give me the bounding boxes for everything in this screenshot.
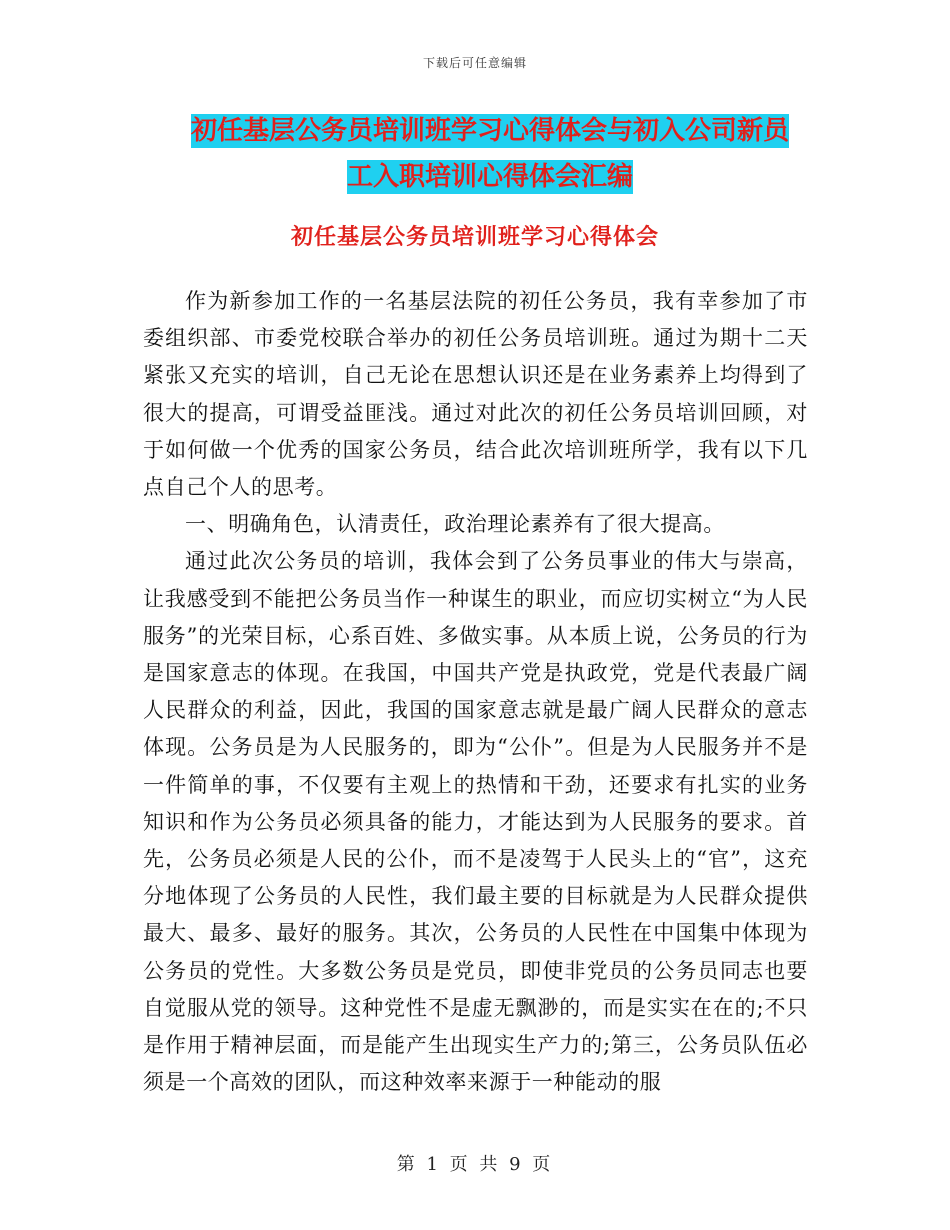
section-title: 初任基层公务员培训班学习心得体会 <box>290 224 659 250</box>
page-number-footer: 第 1 页 共 9 页 <box>396 1154 554 1175</box>
document-title-line-2: 工入职培训心得体会汇编 <box>346 162 633 192</box>
paragraph-body-1: 通过此次公务员的培训，我体会到了公务员事业的伟大与崇高，让我感受到不能把公务员当作一种谋生的职业，而应切实树立“为人民服务”的光荣目标，心系百姓、多做实事。从本质上说，公务员的行为是国家意志的体现。在我国，中国共产党是执政党，党是代表最广阔人民群众的利益，因此，我国的国家意志就是最广阔人民群众的意志体现。公务员是为人民服务的，即为“公仆”。但是为人民服务并不是一件简单的事，不仅要有主观上的热情和干劲，还要求有扎实的业务知识和作为公务员必须具备的能力，才能达到为人民服务的要求。首先，公务员必须是人民的公仆，而不是凌驾于人民头上的“官”，这充分地体现了公务员的人民性，我们最主要的目标就是为人民群众提供最大、最多、最好的服务。其次，公务员的人民性在中国集中体现为公务员的党性。大多数公务员是党员，即使非党员的公务员同志也要自觉服从党的领导。这种党性不是虚无飘渺的，而是实实在在的;不只是作用于精神层面，而是能产生出现实生产力的;第三，公务员队伍必须是一个高效的团队，而这种效率来源于一种能动的服 <box>143 549 808 1095</box>
document-title-line-1: 初任基层公务员培训班学习心得体会与初入公司新员 <box>190 116 789 146</box>
paragraph-intro: 作为新参加工作的一名基层法院的初任公务员，我有幸参加了市委组织部、市委党校联合举办的初任公务员培训班。通过为期十二天紧张又充实的培训，自己无论在思想认识还是在业务素养上均得到了很大的提高，可谓受益匪浅。通过对此次的初任公务员培训回顾，对于如何做一个优秀的国家公务员，结合此次培训班所学，我有以下几点自己个人的思考。 <box>143 289 808 500</box>
body-text <box>143 283 808 1101</box>
header-note: 下载后可任意编辑 <box>422 56 527 70</box>
paragraph-heading-1: 一、明确角色，认清责任，政治理论素养有了很大提高。 <box>185 512 725 537</box>
document-title <box>140 108 840 200</box>
